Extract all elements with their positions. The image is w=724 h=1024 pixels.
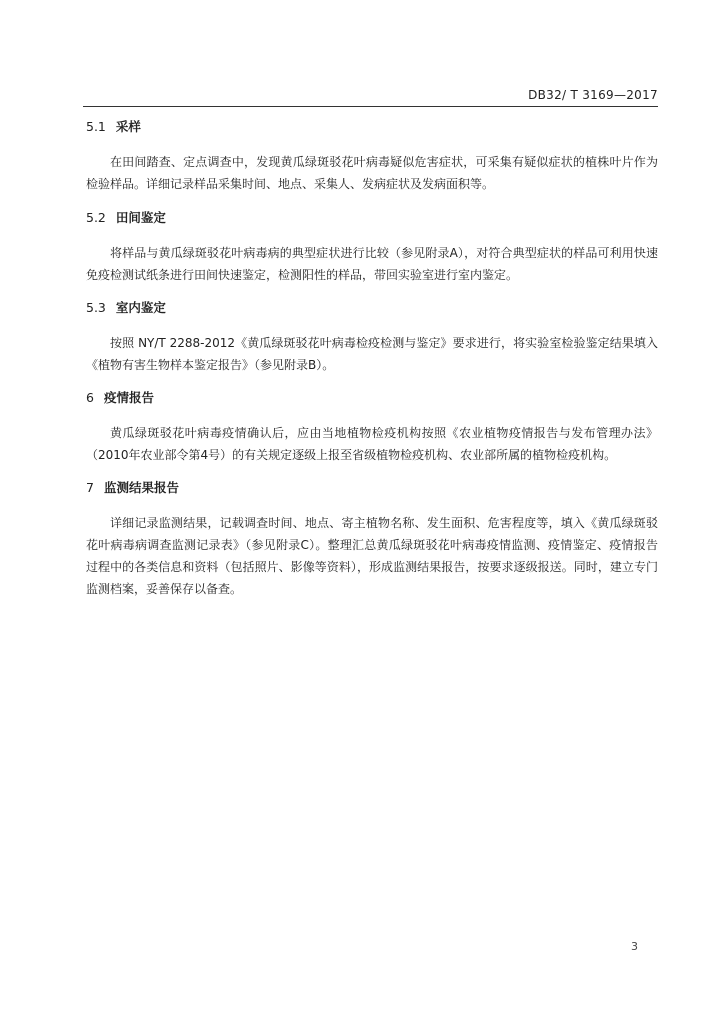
page-number: 3 xyxy=(631,940,638,953)
section-paragraph: 按照 NY/T 2288-2012《黄瓜绿斑驳花叶病毒检疫检测与鉴定》要求进行，将实验室检验鉴定结果填入《植物有害生物样本鉴定报告》（参见附录B）。 xyxy=(86,336,658,372)
section-heading xyxy=(86,388,658,408)
section-title: 疫情报告 xyxy=(103,390,154,405)
section-monitoring-report xyxy=(86,478,658,600)
section-number: 6 xyxy=(86,390,94,405)
section-number: 5.2 xyxy=(86,210,106,225)
header-divider xyxy=(83,106,658,107)
section-heading xyxy=(86,478,658,498)
section-epidemic-report xyxy=(86,388,658,466)
section-sampling xyxy=(86,117,658,195)
section-field-identification xyxy=(86,208,658,286)
document-body xyxy=(86,117,658,600)
section-number: 5.1 xyxy=(86,119,106,134)
section-title: 田间鉴定 xyxy=(115,210,166,225)
section-number: 7 xyxy=(86,480,94,495)
section-title: 室内鉴定 xyxy=(115,300,166,315)
section-paragraph: 详细记录监测结果，记载调查时间、地点、寄主植物名称、发生面积、危害程度等，填入《黄瓜绿斑驳花叶病毒病调查监测记录表》（参见附录C）。整理汇总黄瓜绿斑驳花叶病毒疫情监测、疫情鉴定、疫情报告过程中的各类信息和资料（包括照片、影像等资料），形成监测结果报告，按要求逐级报送。同时，建立专门监测档案，妥善保存以备查。 xyxy=(86,516,658,596)
standard-code: DB32/ T 3169—2017 xyxy=(528,88,658,102)
section-lab-identification xyxy=(86,298,658,376)
section-number: 5.3 xyxy=(86,300,106,315)
section-paragraph: 在田间踏查、定点调查中，发现黄瓜绿斑驳花叶病毒疑似危害症状，可采集有疑似症状的植株叶片作为检验样品。详细记录样品采集时间、地点、采集人、发病症状及发病面积等。 xyxy=(86,155,658,191)
section-title: 监测结果报告 xyxy=(103,480,179,495)
section-heading xyxy=(86,117,658,137)
section-heading xyxy=(86,208,658,228)
section-paragraph: 黄瓜绿斑驳花叶病毒疫情确认后，应由当地植物检疫机构按照《农业植物疫情报告与发布管理办法》（2010年农业部令第4号）的有关规定逐级上报至省级植物检疫机构、农业部所属的植物检疫机构。 xyxy=(86,426,658,462)
section-title: 采样 xyxy=(115,119,141,134)
section-heading xyxy=(86,298,658,318)
section-paragraph: 将样品与黄瓜绿斑驳花叶病毒病的典型症状进行比较（参见附录A），对符合典型症状的样品可利用快速免疫检测试纸条进行田间快速鉴定，检测阳性的样品，带回实验室进行室内鉴定。 xyxy=(86,246,658,282)
